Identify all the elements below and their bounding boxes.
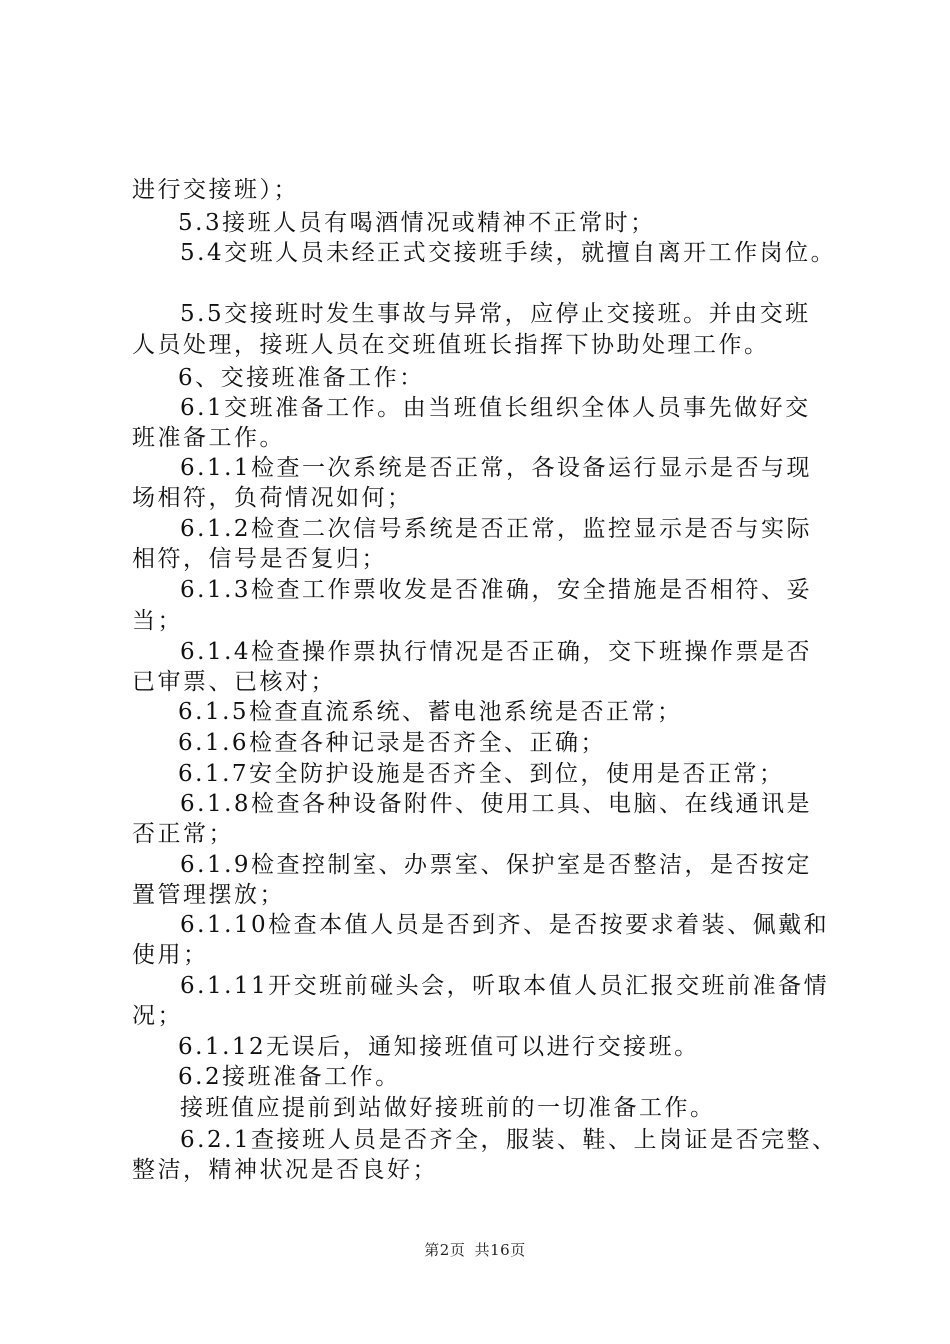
text-line: 6.1.8检查各种设备附件、使用工具、电脑、在线通讯是	[180, 791, 813, 817]
text-line: 6.1.5检查直流系统、蓄电池系统是否正常；	[178, 699, 683, 725]
text-line: 6.1.9检查控制室、办票室、保护室是否整洁，是否按定	[180, 852, 813, 878]
text-line: 班准备工作。	[132, 425, 285, 451]
text-line: 场相符，负荷情况如何；	[132, 485, 413, 511]
text-line: 使用；	[132, 942, 209, 968]
text-line: 6.1.12无误后，通知接班值可以进行交接班。	[178, 1034, 700, 1060]
text-line: 进行交接班）；	[132, 177, 299, 203]
text-line: 5.5交接班时发生事故与异常，应停止交接班。并由交班	[180, 301, 811, 327]
text-line: 整洁，精神状况是否良好；	[132, 1157, 438, 1183]
text-line: 接班值应提前到站做好接班前的一切准备工作。	[180, 1095, 716, 1121]
text-line: 置管理摆放；	[132, 882, 285, 908]
text-line: 6.2接班准备工作。	[178, 1064, 401, 1090]
page-total: 共16页	[474, 1241, 526, 1259]
page-footer	[0, 1240, 950, 1260]
text-line: 6.1.4检查操作票执行情况是否正确，交下班操作票是否	[180, 639, 813, 665]
text-line: 6.1.6检查各种记录是否齐全、正确；	[178, 730, 607, 756]
text-line: 相符，信号是否复归；	[132, 546, 387, 572]
text-line: 人员处理，接班人员在交班值班长指挥下协助处理工作。	[132, 332, 770, 358]
text-line: 6.1.7安全防护设施是否齐全、到位，使用是否正常；	[178, 761, 785, 787]
page-number: 第2页	[424, 1241, 466, 1259]
text-line: 况；	[132, 1003, 183, 1029]
text-line: 6.1.11开交班前碰头会，听取本值人员汇报交班前准备情	[180, 973, 830, 999]
text-line: 6.1.1检查一次系统是否正常，各设备运行显示是否与现	[180, 455, 813, 481]
text-line: 当；	[132, 608, 183, 634]
text-line: 否正常；	[132, 821, 234, 847]
text-line: 6.2.1查接班人员是否齐全，服装、鞋、上岗证是否完整、	[180, 1127, 838, 1153]
text-line: 6.1.2检查二次信号系统是否正常，监控显示是否与实际	[180, 516, 813, 542]
text-line: 5.4交班人员未经正式交接班手续，就擅自离开工作岗位。	[180, 240, 837, 266]
text-line: 6.1.3检查工作票收发是否准确，安全措施是否相符、妥	[180, 577, 813, 603]
text-line: 5.3接班人员有喝酒情况或精神不正常时；	[178, 210, 656, 236]
text-line: 6.1交班准备工作。由当班值长组织全体人员事先做好交	[180, 395, 811, 421]
text-line: 已审票、已核对；	[132, 669, 336, 695]
text-line: 6.1.10检查本值人员是否到齐、是否按要求着装、佩戴和	[180, 912, 830, 938]
text-line: 6、交接班准备工作：	[178, 365, 425, 391]
